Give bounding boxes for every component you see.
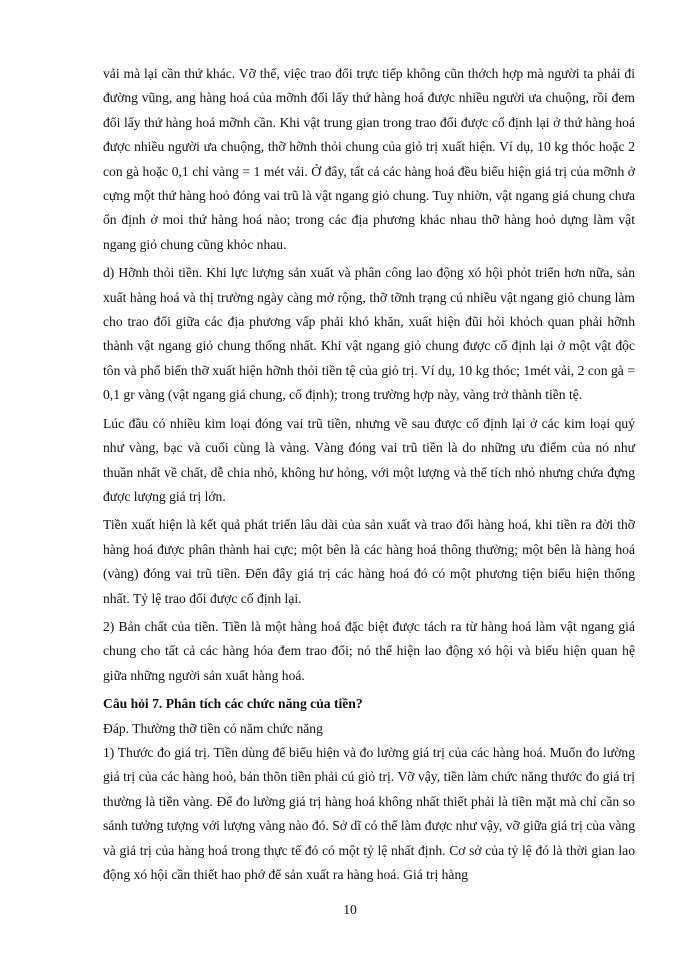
answer-intro: Đáp. Thường thỡ tiền có năm chức năng	[103, 720, 323, 736]
page-number: 10	[343, 902, 357, 917]
paragraph: 1) Thước đo giá trị. Tiền dùng để biểu hiện và đo lường giá trị của các hàng hoá. Muốn đo lường giá trị của các hàng hoỏ, bản thõn tiền phải cú giỏ trị. Vỡ vậy, tiền làm chức năng thước đo giá trị thường là tiền vàng. Để đo lường giá trị hàng hoá không nhất thiết phải là tiền mặt mà chỉ cần so sánh tưởng tượng với lượng vàng nào đó. Sở dĩ có thể làm được như vậy, vỡ giữa giá trị của vàng và giá trị của hàng hoá trong thực tế đó có một tỷ lệ nhất định. Cơ sở của tỷ lệ đó là thời gian lao động xó hội cần thiết hao phớ để sản xuất ra hàng hoá. Giá trị hàng	[103, 744, 635, 882]
body-text	[103, 62, 635, 891]
paragraph: 2) Bản chất của tiền. Tiền là một hàng hoá đặc biệt được tách ra từ hàng hoá làm vật ngang giá chung cho tất cả các hàng hóa đem trao đổi; nó thể hiện lao động xó hội và biểu hiện quan hệ giữa những người sản xuất hàng hoá.	[103, 618, 635, 683]
paragraph: Tiền xuất hiện là kết quả phát triển lâu dài của sản xuất và trao đổi hàng hoá, khi tiền ra đời thỡ hàng hoá được phân thành hai cực; một bên là các hàng hoá thông thường; một bên là hàng hoá (vàng) đóng vai trũ tiền. Đến đây giá trị các hàng hoá đó có một phương tiện biểu hiện thống nhất. Tỷ lệ trao đổi được cố định lại.	[103, 517, 635, 606]
paragraph: vải mà lại cần thứ khác. Vỡ thế, việc trao đổi trực tiếp không cũn thớch hợp mà người ta phải đi đường vũng, ang hàng hoá của mỡnh đổi lấy thứ hàng hoá được nhiều người ưa chuộng, rồi đem đổi lấy thứ hàng hoá mỡnh cần. Khi vật trung gian trong trao đổi được cố định lại ở thứ hàng hoá được nhiều người ưa chuộng, thỡ hỡnh thỏi chung của giỏ trị xuất hiện. Ví dụ, 10 kg thóc hoặc 2 con gà hoặc 0,1 chỉ vàng = 1 mét vải. Ở đây, tất cả các hàng hoá đều biểu hiện giá trị của mỡnh ở cựng một thứ hàng hoỏ đóng vai trũ là vật ngang giỏ chung. Tuy nhiờn, vật ngang giá chung chưa ổn định ở moi thứ hàng hoá nào; trong các địa phương khác nhau thỡ hàng hoỏ dựng làm vật ngang giỏ chung cũng khỏc nhau.	[103, 66, 635, 252]
paragraph: d) Hỡnh thỏi tiền. Khi lực lượng sản xuất và phân công lao động xó hội phỏt triển hơn nữa, sản xuất hàng hoá và thị trường ngày càng mở rộng, thỡ tỡnh trạng cú nhiều vật ngang giỏ chung làm cho trao đổi giữa các địa phương vấp phải khó khăn, xuất hiện đũi hỏi khỏch quan phải hỡnh thành vật ngang giỏ chung thống nhất. Khi vật ngang giỏ chung được cố định lại ở một vật độc tôn và phổ biến thỡ xuất hiện hỡnh thỏi tiền tệ của giỏ trị. Ví dụ, 10 kg thóc; 1mét vải, 2 con gà = 0,1 gr vàng (vật ngang giá chung, cố định); trong trường hợp này, vàng trở thành tiền tệ.	[103, 265, 635, 403]
question-heading: Câu hỏi 7. Phân tích các chức năng của tiền?	[103, 696, 363, 712]
paragraph: Lúc đầu có nhiều kim loại đóng vai trũ tiền, nhưng về sau được cố định lại ở các kim loại quý như vàng, bạc và cuối cùng là vàng. Vàng đóng vai trũ tiền là do những ưu điểm của nó như thuần nhất về chất, dễ chia nhỏ, không hư hỏng, với một lượng và thể tích nhỏ nhưng chứa đựng được lượng giá trị lớn.	[103, 415, 635, 504]
